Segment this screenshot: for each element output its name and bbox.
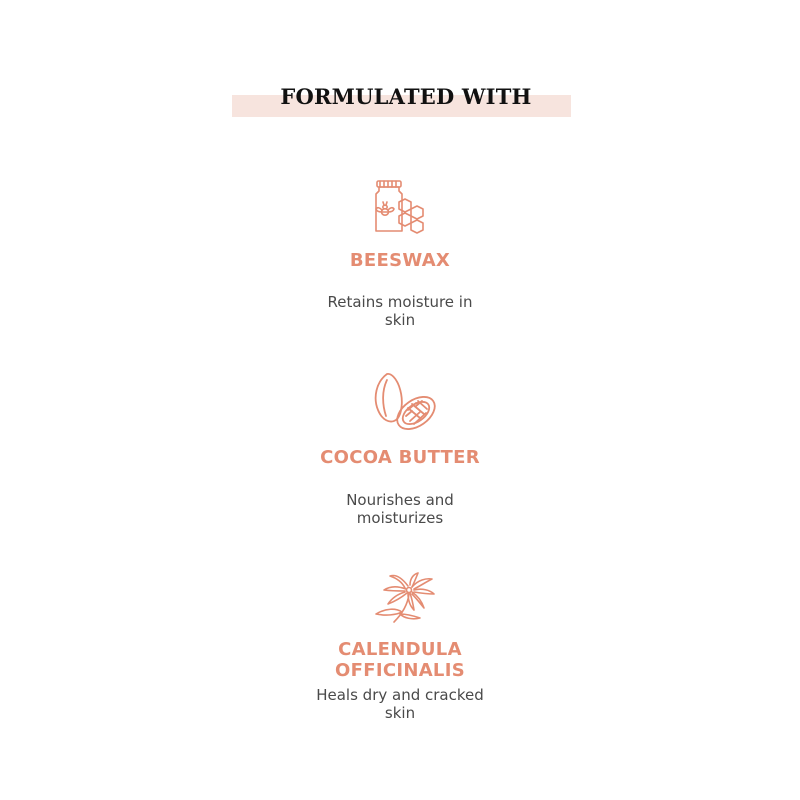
ingredient-description-calendula: Heals dry and cracked skin <box>316 686 484 722</box>
section-title: FORMULATED WITH <box>280 84 532 109</box>
ingredient-name-calendula-officinalis: CALENDULA OFFICINALIS <box>335 639 465 681</box>
beeswax-jar-honeycomb-icon <box>370 180 428 234</box>
calendula-flower-icon <box>372 572 436 624</box>
ingredient-description-beeswax: Retains moisture in skin <box>327 293 473 329</box>
ingredient-name-cocoa-butter: COCOA BUTTER <box>320 447 480 468</box>
ingredient-name-beeswax: BEESWAX <box>349 250 451 271</box>
ingredient-description-cocoa-butter: Nourishes and moisturizes <box>346 491 454 527</box>
cocoa-bean-pod-icon <box>372 372 448 436</box>
